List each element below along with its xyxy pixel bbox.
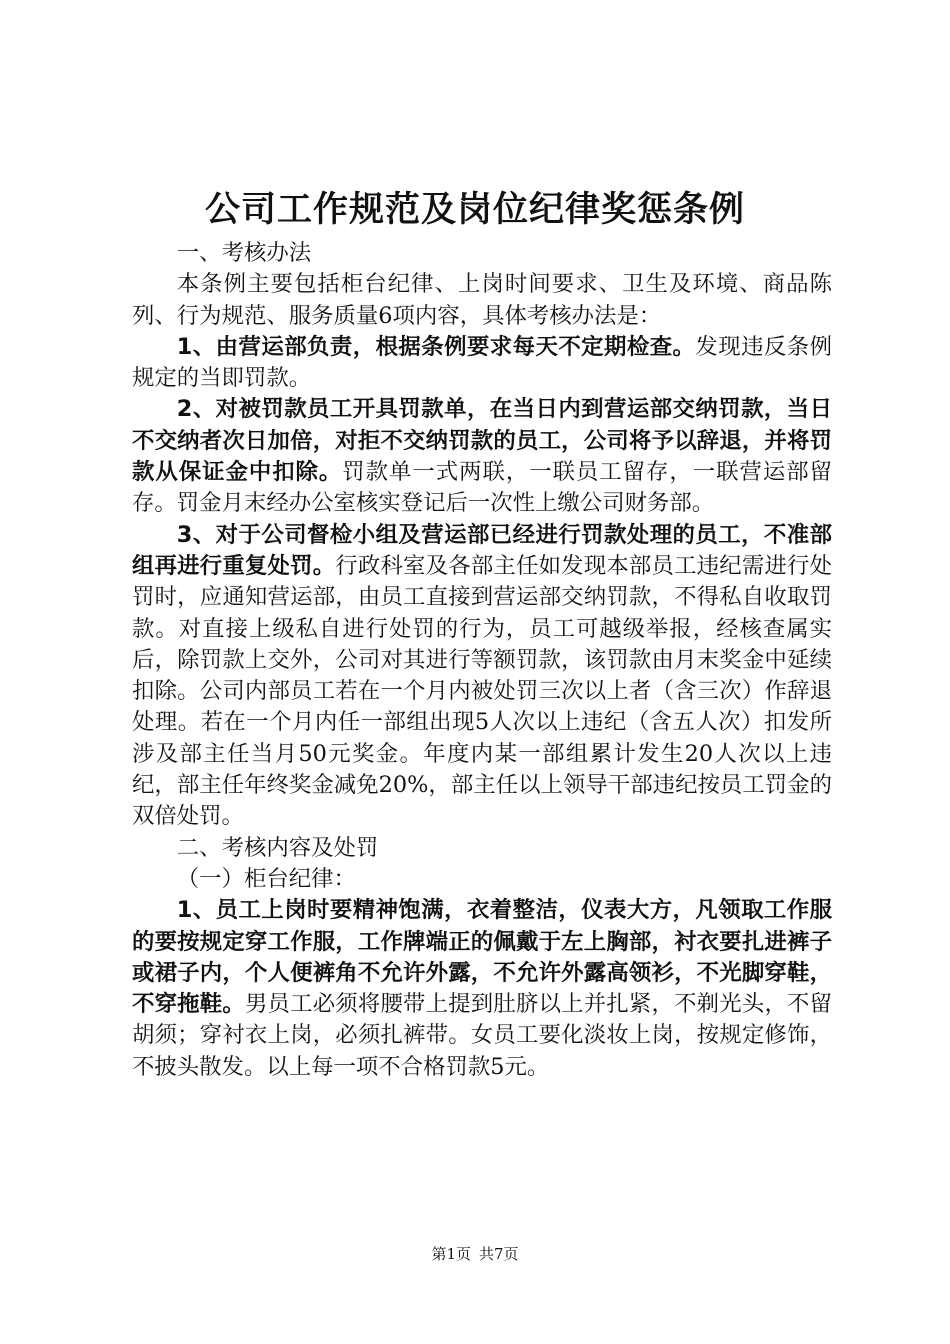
page-footer	[0, 1244, 950, 1264]
counter-rule-1-bold: 1、员工上岗时要精神饱满，衣着整洁，仪表大方，凡领取工作服的要按规定穿工作服，工作牌端正的佩戴于左上胸部，衬衣要扎进裤子或裙子内，个人便裤角不允许外露，不允许外露高领衫，不光脚穿鞋，不穿拖鞋。	[132, 897, 832, 1018]
assessment-item-3	[132, 520, 832, 833]
assessment-item-3-bold: 3、对于公司督检小组及营运部已经进行罚款处理的员工，不准部组再进行重复处罚。	[132, 521, 832, 579]
assessment-item-1	[132, 332, 832, 395]
document-body	[132, 238, 832, 1083]
intro-paragraph: 本条例主要包括柜台纪律、上岗时间要求、卫生及环境、商品陈列、行为规范、服务质量6项内容，具体考核办法是：	[132, 271, 832, 329]
subsection-heading-counter-discipline: （一）柜台纪律：	[176, 865, 356, 892]
page-total: 共7页	[479, 1245, 519, 1263]
assessment-item-3-text: 行政科室及各部主任如发现本部员工违纪需进行处罚时，应通知营运部，由员工直接到营运部交纳罚款，不得私自收取罚款。对直接上级私自进行处罚的行为，员工可越级举报，经核查属实后，除罚款上交外，公司对其进行等额罚款，该罚款由月末奖金中延续扣除。公司内部员工若在一个月内被处罚三次以上者（含三次）作辞退处理。若在一个月内任一部组出现5人次以上违纪（含五人次）扣发所涉及部主任当月50元奖金。年度内某一部组累计发生20人次以上违纪，部主任年终奖金减免20%，部主任以上领导干部违纪按员工罚金的双倍处罚。	[132, 552, 833, 830]
counter-rule-1	[132, 895, 832, 1083]
assessment-item-2	[132, 394, 832, 519]
counter-rule-1-text: 男员工必须将腰带上提到肚脐以上并扎紧，不剃光头，不留胡须；穿衬衣上岗，必须扎裤带。女员工要化淡妆上岗，按规定修饰，不披头散发。以上每一项不合格罚款5元。	[132, 991, 833, 1080]
assessment-item-1-text: 发现违反条例规定的当即罚款。	[132, 333, 832, 392]
assessment-item-1-bold: 1、由营运部负责，根据条例要求每天不定期检查。	[176, 333, 696, 360]
document-title: 公司工作规范及岗位纪律奖惩条例	[204, 190, 745, 230]
assessment-item-2-text: 罚款单一式两联，一联员工留存，一联营运部留存。罚金月末经办公室核实登记后一次性上缴公司财务部。	[132, 459, 833, 517]
page-number: 第1页	[431, 1245, 471, 1263]
section-heading-assessment-method: 一、考核办法	[176, 240, 312, 266]
section-heading-content-penalties: 二、考核内容及处罚	[176, 834, 379, 861]
assessment-item-2-bold: 2、对被罚款员工开具罚款单，在当日内到营运部交纳罚款，当日不交纳者次日加倍，对拒不交纳罚款的员工，公司将予以辞退，并将罚款从保证金中扣除。	[132, 396, 832, 486]
